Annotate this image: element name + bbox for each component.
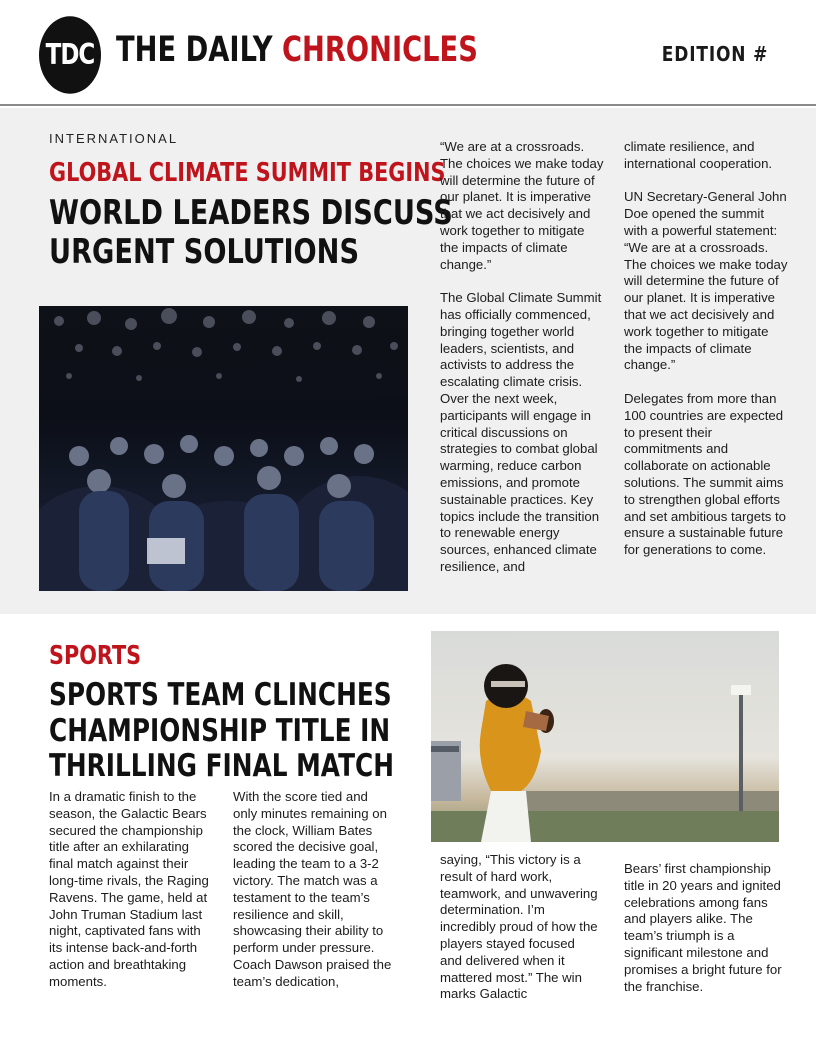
sports-article-column-2: With the score tied and only minutes remaining on the clock, William Bates scored the decisive goal, leading the team to a 3-2 victory. The match was a testament to the team’s resilience and skill, showcasing their ability to perform under pressure. Coach Dawson praised the team’s dedication,	[233, 789, 392, 989]
subheadline-climate: GLOBAL CLIMATE SUMMIT BEGINS	[49, 158, 446, 188]
headline-sports	[49, 678, 394, 785]
climate-secretary-paragraph: UN Secretary-General John Doe opened the summit with a powerful statement: “We are at a crossroads. The choices we make today will determine the future of our planet. It is imperative that we act decisively and work together to mitigate the impacts of climate change.”	[624, 189, 788, 373]
football-photo-drawing	[431, 631, 779, 842]
climate-delegates-paragraph: Delegates from more than 100 countries are expected to present their commitments and collaborate on actionable solutions. The summit aims to strengthen global efforts and set ambitious targets to ensure a sustainable future for generations to come.	[624, 390, 787, 558]
edition-label: EDITION #	[661, 42, 768, 66]
sports-article-column-1: In a dramatic finish to the season, the Galactic Bears secured the championship title after an exhilarating final match against their long-time rivals, the Raging Ravens. The game, held at John Truman Stadium last night, captivated fans with its intense back-and-forth action and breathtaking moments.	[49, 789, 209, 989]
climate-article-column-1	[440, 139, 605, 576]
headline-climate-line-1: WORLD LEADERS DISCUSS	[49, 193, 453, 233]
headline-sports-line-2: CHAMPIONSHIP TITLE IN	[49, 712, 391, 749]
logo: TDC	[39, 16, 101, 94]
headline-climate	[49, 194, 453, 272]
climate-continuation-paragraph: climate resilience, and international cooperation.	[624, 139, 773, 171]
sports-article-column-3: saying, “This victory is a result of hard work, teamwork, and unwavering determination. I’m incredibly proud of how the players stayed focused and delivered when it mattered most.” The win marks Galactic	[440, 852, 598, 1002]
section-label-sports: SPORTS	[49, 641, 142, 671]
conference-audience-photo	[39, 306, 408, 591]
sports-article-column-4: Bears’ first championship title in 20 years and ignited celebrations among fans and players alike. The team’s triumph is a significant milestone and promises a bright future for the franchise.	[624, 861, 782, 994]
title-part-1: THE DAILY	[116, 30, 273, 70]
title-part-2: CHRONICLES	[281, 30, 478, 70]
football-player-photo	[431, 631, 779, 842]
newspaper-title	[116, 30, 478, 70]
climate-quote-paragraph: “We are at a crossroads. The choices we make today will determine the future of our planet. It is imperative that we act decisively and work together to mitigate the impacts of climate change.”	[440, 139, 604, 272]
conference-photo-drawing	[39, 306, 408, 591]
climate-article-column-2	[624, 139, 789, 559]
headline-sports-line-1: SPORTS TEAM CLINCHES	[49, 677, 392, 713]
masthead	[0, 0, 816, 106]
section-kicker-international: INTERNATIONAL	[49, 131, 179, 146]
headline-climate-line-2: URGENT SOLUTIONS	[49, 232, 360, 273]
climate-intro-paragraph: The Global Climate Summit has officially commenced, bringing together world leaders, scientists, and activists to address the escalating climate crisis. Over the next week, participants will engage in critical discussions on strategies to combat global warming, reduce carbon emissions, and promote sustainable practices. Key topics include the transition to renewable energy sources, enhanced climate resilience, and	[440, 290, 602, 574]
headline-sports-line-3: THRILLING FINAL MATCH	[49, 748, 394, 785]
